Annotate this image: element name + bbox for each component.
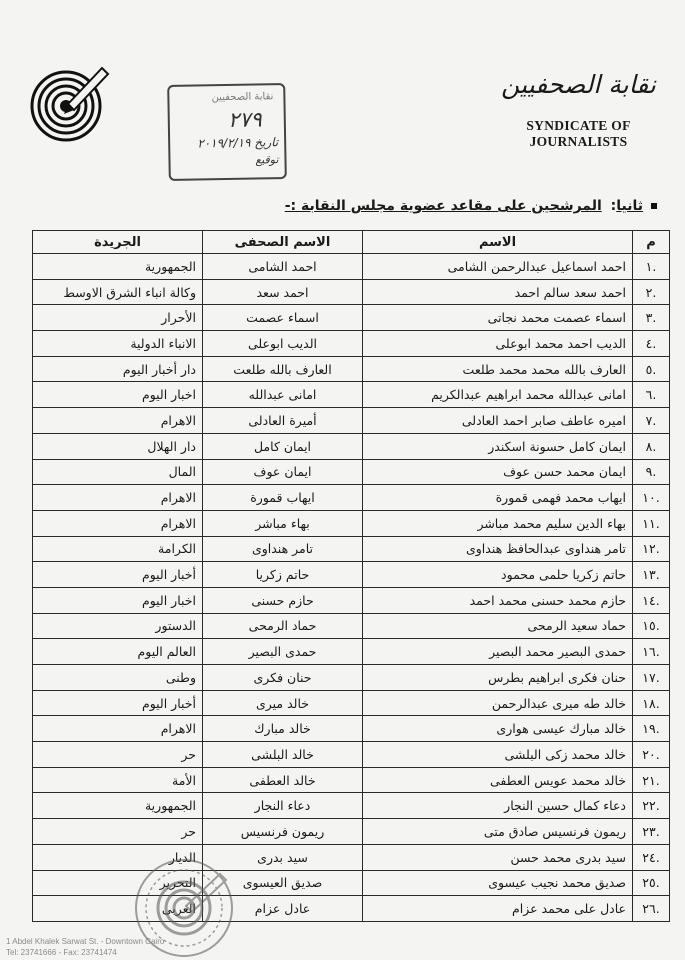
table-row xyxy=(33,536,670,562)
registration-stamp xyxy=(167,83,287,181)
row-number: .٤ xyxy=(633,331,670,357)
footer-address xyxy=(6,936,164,958)
newspaper-name: حر xyxy=(33,742,203,768)
row-number: .١٢ xyxy=(633,536,670,562)
newspaper-name: الاهرام xyxy=(33,408,203,434)
newspaper-name: المال xyxy=(33,459,203,485)
newspaper-name: وكالة انباء الشرق الاوسط xyxy=(33,279,203,305)
press-name: الديب ابوعلى xyxy=(203,331,363,357)
table-row xyxy=(33,408,670,434)
newspaper-name: الجمهورية xyxy=(33,254,203,280)
table-row xyxy=(33,665,670,691)
candidate-name: دعاء كمال حسين النجار xyxy=(363,793,633,819)
press-name: خالد مبارك xyxy=(203,716,363,742)
press-name: ايهاب قمورة xyxy=(203,485,363,511)
press-name: حنان فكرى xyxy=(203,665,363,691)
footer-phone-line: Tel: 23741666 - Fax: 23741474 xyxy=(6,948,117,957)
table-row xyxy=(33,562,670,588)
candidate-name: خالد محمد زكى البلشى xyxy=(363,742,633,768)
candidate-name: حازم محمد حسنى محمد احمد xyxy=(363,587,633,613)
row-number: .١٤ xyxy=(633,587,670,613)
table-body xyxy=(33,254,670,922)
press-name: حاتم زكريا xyxy=(203,562,363,588)
column-header-press-name: الاسم الصحفى xyxy=(203,231,363,254)
row-number: .٢١ xyxy=(633,767,670,793)
stamp-date: تاريخ ٢٠١٩/٢/١٩ xyxy=(197,135,279,151)
candidate-name: حاتم زكريا حلمى محمود xyxy=(363,562,633,588)
table-row xyxy=(33,331,670,357)
row-number: .٣ xyxy=(633,305,670,331)
table-row xyxy=(33,613,670,639)
press-name: اسماء عصمت xyxy=(203,305,363,331)
candidate-name: ايمان كامل حسونة اسكندر xyxy=(363,433,633,459)
candidate-name: حماد سعيد الرمحى xyxy=(363,613,633,639)
row-number: .١٥ xyxy=(633,613,670,639)
newspaper-name: حر xyxy=(33,819,203,845)
newspaper-name: الاهرام xyxy=(33,716,203,742)
candidate-name: تامر هنداوى عبدالحافظ هنداوى xyxy=(363,536,633,562)
newspaper-name: العالم اليوم xyxy=(33,639,203,665)
stamp-signature: توقيع xyxy=(255,153,279,167)
press-name: حازم حسنى xyxy=(203,587,363,613)
row-number: .٢٥ xyxy=(633,870,670,896)
newspaper-name: اخبار اليوم xyxy=(33,382,203,408)
stamp-header: نقابة الصحفيين xyxy=(211,91,274,104)
table-row xyxy=(33,459,670,485)
candidate-name: خالد مبارك عيسى هوارى xyxy=(363,716,633,742)
footer-address-line: 1 Abdel Khalek Sarwat St. - Downtown Cairo xyxy=(6,937,165,946)
newspaper-name: دار أخبار اليوم xyxy=(33,356,203,382)
newspaper-name: الكرامة xyxy=(33,536,203,562)
candidate-name: العارف بالله محمد محمد طلعت xyxy=(363,356,633,382)
press-name: أميرة العادلى xyxy=(203,408,363,434)
candidate-name: ايهاب محمد فهمى قمورة xyxy=(363,485,633,511)
row-number: .٥ xyxy=(633,356,670,382)
candidate-name: اسماء عصمت محمد نجاتى xyxy=(363,305,633,331)
column-header-name: الاسم xyxy=(363,231,633,254)
row-number: .٧ xyxy=(633,408,670,434)
newspaper-name: أخبار اليوم xyxy=(33,690,203,716)
press-name: امانى عبدالله xyxy=(203,382,363,408)
newspaper-name: وطنى xyxy=(33,665,203,691)
row-number: .١٦ xyxy=(633,639,670,665)
newspaper-name: الديار xyxy=(33,844,203,870)
candidate-name: سيد بدرى محمد حسن xyxy=(363,844,633,870)
candidate-name: احمد اسماعيل عبدالرحمن الشامى xyxy=(363,254,633,280)
newspaper-name: التحرير xyxy=(33,870,203,896)
row-number: .٢٦ xyxy=(633,896,670,922)
bullet-icon xyxy=(651,203,657,209)
press-name: العارف بالله طلعت xyxy=(203,356,363,382)
row-number: .٢٣ xyxy=(633,819,670,845)
newspaper-name: العربى xyxy=(33,896,203,922)
table-row xyxy=(33,793,670,819)
newspaper-name: الاهرام xyxy=(33,485,203,511)
row-number: .٦ xyxy=(633,382,670,408)
candidate-name: خالد محمد عويس العطفى xyxy=(363,767,633,793)
press-name: صديق العيسوى xyxy=(203,870,363,896)
press-name: عادل عزام xyxy=(203,896,363,922)
row-number: .١٧ xyxy=(633,665,670,691)
candidate-name: ايمان محمد حسن عوف xyxy=(363,459,633,485)
brand-arabic: نقابة الصحفيين xyxy=(501,70,656,99)
candidate-name: ريمون فرنسيس صادق متى xyxy=(363,819,633,845)
candidate-name: احمد سعد سالم احمد xyxy=(363,279,633,305)
newspaper-name: الاهرام xyxy=(33,510,203,536)
candidate-name: حنان فكرى ابراهيم بطرس xyxy=(363,665,633,691)
press-name: احمد سعد xyxy=(203,279,363,305)
section-heading: ثانيا: المرشحين على مقاعد عضوية مجلس النقابة :- xyxy=(285,198,657,214)
press-name: تامر هنداوى xyxy=(203,536,363,562)
table-row xyxy=(33,279,670,305)
row-number: .٨ xyxy=(633,433,670,459)
candidate-name: الديب احمد محمد ابوعلى xyxy=(363,331,633,357)
row-number: .١٨ xyxy=(633,690,670,716)
table-row xyxy=(33,433,670,459)
candidates-table xyxy=(32,230,670,922)
row-number: .١٠ xyxy=(633,485,670,511)
press-name: ايمان عوف xyxy=(203,459,363,485)
newspaper-name: أخبار اليوم xyxy=(33,562,203,588)
newspaper-name: الأمة xyxy=(33,767,203,793)
row-number: .٢ xyxy=(633,279,670,305)
row-number: .٢٤ xyxy=(633,844,670,870)
table-row xyxy=(33,767,670,793)
press-name: سيد بدرى xyxy=(203,844,363,870)
press-name: دعاء النجار xyxy=(203,793,363,819)
brand-english: SYNDICATE OF JOURNALISTS xyxy=(526,118,631,149)
press-name: حماد الرمحى xyxy=(203,613,363,639)
table-row xyxy=(33,742,670,768)
table-row xyxy=(33,382,670,408)
candidate-name: امانى عبدالله محمد ابراهيم عبدالكريم xyxy=(363,382,633,408)
stamp-number: ٢٧٩ xyxy=(227,107,262,132)
candidate-name: حمدى البصير محمد البصير xyxy=(363,639,633,665)
candidate-name: عادل على محمد عزام xyxy=(363,896,633,922)
candidate-name: صديق محمد نجيب عيسوى xyxy=(363,870,633,896)
row-number: .٩ xyxy=(633,459,670,485)
table-row xyxy=(33,587,670,613)
press-name: حمدى البصير xyxy=(203,639,363,665)
table-header-row xyxy=(33,231,670,254)
section-title: المرشحين على مقاعد عضوية مجلس النقابة :- xyxy=(284,198,602,214)
newspaper-name: الجمهورية xyxy=(33,793,203,819)
newspaper-name: الدستور xyxy=(33,613,203,639)
table-row xyxy=(33,485,670,511)
table-row xyxy=(33,690,670,716)
table-row xyxy=(33,254,670,280)
candidate-name: خالد طه ميرى عبدالرحمن xyxy=(363,690,633,716)
syndicate-logo-icon xyxy=(28,62,110,144)
table-row xyxy=(33,639,670,665)
row-number: .١٣ xyxy=(633,562,670,588)
row-number: .٢٢ xyxy=(633,793,670,819)
table-row xyxy=(33,716,670,742)
table-row xyxy=(33,510,670,536)
newspaper-name: دار الهلال xyxy=(33,433,203,459)
press-name: ريمون فرنسيس xyxy=(203,819,363,845)
press-name: خالد ميرى xyxy=(203,690,363,716)
newspaper-name: الأحرار xyxy=(33,305,203,331)
press-name: ايمان كامل xyxy=(203,433,363,459)
column-header-newspaper: الجريدة xyxy=(33,231,203,254)
row-number: .١ xyxy=(633,254,670,280)
press-name: بهاء مباشر xyxy=(203,510,363,536)
table-row xyxy=(33,356,670,382)
row-number: .١١ xyxy=(633,510,670,536)
section-number: ثانيا xyxy=(616,198,643,214)
table-row xyxy=(33,819,670,845)
row-number: .١٩ xyxy=(633,716,670,742)
press-name: خالد البلشى xyxy=(203,742,363,768)
row-number: .٢٠ xyxy=(633,742,670,768)
candidate-name: بهاء الدين سليم محمد مباشر xyxy=(363,510,633,536)
column-header-number: م xyxy=(633,231,670,254)
newspaper-name: الانباء الدولية xyxy=(33,331,203,357)
press-name: احمد الشامى xyxy=(203,254,363,280)
table-row xyxy=(33,305,670,331)
newspaper-name: اخبار اليوم xyxy=(33,587,203,613)
candidate-name: اميره عاطف صابر احمد العادلى xyxy=(363,408,633,434)
press-name: خالد العطفى xyxy=(203,767,363,793)
